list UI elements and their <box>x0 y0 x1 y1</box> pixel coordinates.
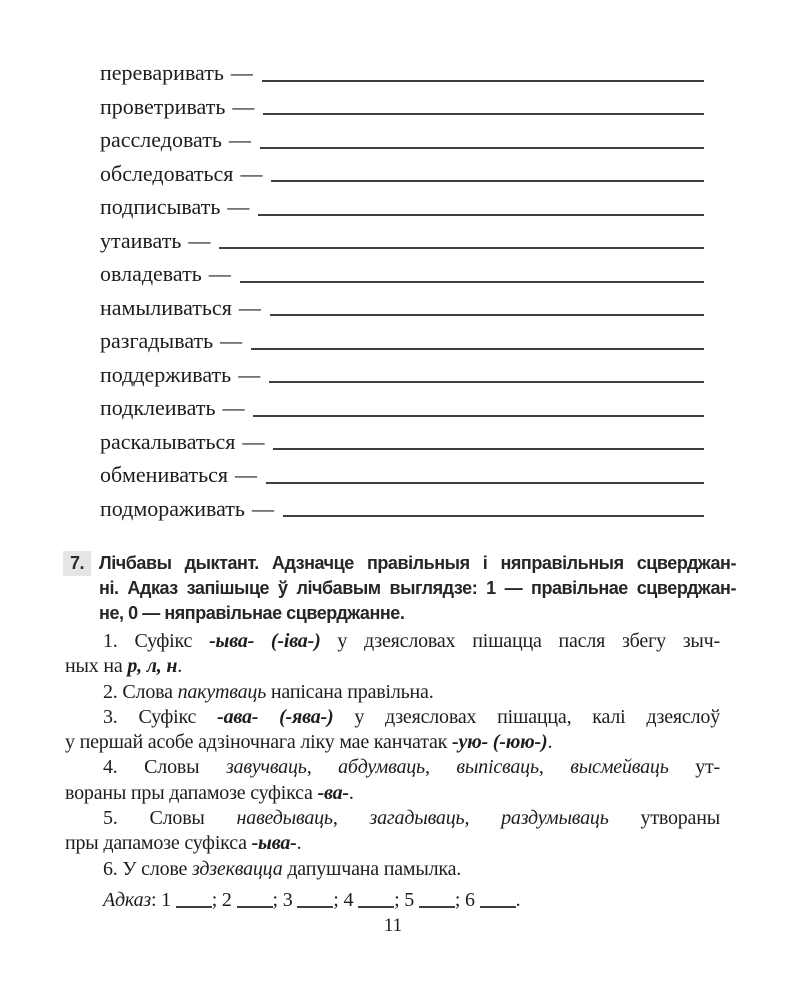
text-run: , <box>464 807 502 830</box>
dash-separator: — <box>188 227 211 253</box>
verb-row <box>100 51 704 85</box>
text-run: , <box>306 756 339 779</box>
text-run: утвораны <box>608 807 720 830</box>
text-run: высмейваць <box>570 756 669 779</box>
verb-row <box>100 286 704 320</box>
statement-line <box>65 755 720 780</box>
statement-line <box>65 806 720 831</box>
text-run: -ва- <box>317 781 349 804</box>
verb-label: овладевать <box>100 261 202 287</box>
verb-row <box>100 420 704 454</box>
text-run: 4. Словы <box>103 756 226 779</box>
text-run: -ыва- (-іва-) <box>209 630 321 652</box>
statements-block <box>65 629 720 913</box>
verb-row <box>100 487 704 521</box>
text-run: пры дапамозе суфікса <box>65 832 252 855</box>
statement <box>65 806 720 857</box>
text-run: . <box>547 731 553 754</box>
text-run: ; 6 <box>454 888 480 911</box>
verb-label: подписывать <box>100 194 221 220</box>
text-run: здзеквацца <box>192 857 283 880</box>
verb-row <box>100 386 704 420</box>
verb-translation-list <box>100 51 704 520</box>
statement-line <box>65 831 720 856</box>
verb-label: обследоваться <box>100 160 234 186</box>
answer-blank <box>237 895 273 908</box>
statement-line <box>65 629 720 654</box>
text-run: ных на <box>65 655 128 678</box>
statement <box>65 680 720 705</box>
text-run: загадываць <box>369 807 465 830</box>
dash-separator: — <box>228 127 251 153</box>
answer-blank-line <box>253 415 704 417</box>
answer-blank-line <box>258 214 704 216</box>
answer-blank <box>419 895 455 908</box>
answer-blank-line <box>240 281 704 283</box>
verb-label: проветривать <box>100 93 226 119</box>
answer-blank-line <box>270 314 704 316</box>
verb-label: расследовать <box>100 127 222 153</box>
statement-line <box>65 654 720 679</box>
text-run: -ую- (-юю-) <box>452 731 548 754</box>
answer-blank-line <box>273 448 704 450</box>
text-run: р, л, н <box>127 655 178 678</box>
dash-separator: — <box>235 462 258 488</box>
verb-label: переваривать <box>100 60 224 86</box>
verb-label: поддерживать <box>100 361 232 387</box>
text-run: наведываць <box>236 807 333 830</box>
text-run: 5. Словы <box>103 807 237 830</box>
text-run: вораны пры дапамозе суфікса <box>65 781 318 804</box>
answer-blank <box>358 895 394 908</box>
text-run: у першай асобе адзіночнага ліку мае канчатак <box>65 731 452 754</box>
text-run: -ыва- <box>251 832 297 855</box>
text-run: Адказ <box>103 888 151 911</box>
text-run: . <box>348 781 354 804</box>
verb-row <box>100 219 704 253</box>
text-run: 1. Суфікс <box>103 630 210 652</box>
text-run: пакутваць <box>177 680 267 703</box>
exercise-number-badge: 7. <box>63 551 91 576</box>
dash-separator: — <box>238 294 261 320</box>
text-run: , <box>424 756 457 779</box>
text-run: ; 2 <box>211 888 237 911</box>
text-run: дапушчана памылка. <box>282 857 462 880</box>
dash-separator: — <box>242 428 265 454</box>
dash-separator: — <box>227 194 250 220</box>
text-run: 3. Суфікс <box>103 705 218 728</box>
text-run: абдумваць <box>338 756 425 779</box>
answer-blank-line <box>262 80 704 82</box>
answer-blank-line <box>269 381 704 383</box>
exercise-instruction <box>99 551 736 626</box>
answer-blank-line <box>263 113 704 115</box>
text-run: , <box>332 807 370 830</box>
text-run: завучваць <box>225 756 307 779</box>
statement-line <box>65 680 720 705</box>
dash-separator: — <box>240 160 263 186</box>
verb-row <box>100 85 704 119</box>
answer-blank <box>480 895 516 908</box>
text-run: . <box>177 655 183 678</box>
verb-row <box>100 453 704 487</box>
answer-blank-line <box>219 247 704 249</box>
text-run: 6. У слове <box>103 857 193 880</box>
verb-label: подмораживать <box>100 495 245 521</box>
text-run: . <box>296 832 302 855</box>
answer-blank-line <box>251 348 704 350</box>
verb-label: обмениваться <box>100 462 229 488</box>
verb-row <box>100 319 704 353</box>
answer-blank-line <box>271 180 704 182</box>
statement-line <box>65 705 720 730</box>
answer-blank-line <box>260 147 704 149</box>
page-number: 11 <box>383 915 403 936</box>
dash-separator: — <box>208 261 231 287</box>
dash-separator: — <box>220 328 243 354</box>
text-run: , <box>538 756 571 779</box>
instruction-line: Лічбавы дыктант. Адзначце правільныя і няправільныя сцверджан- <box>99 553 736 573</box>
text-run: напісана правільна. <box>266 680 434 703</box>
answer-blank <box>297 895 333 908</box>
text-run: : 1 <box>151 888 176 911</box>
verb-label: утаивать <box>100 227 182 253</box>
answer-line <box>65 888 720 913</box>
verb-row <box>100 252 704 286</box>
verb-label: подклеивать <box>100 395 216 421</box>
statement <box>65 705 720 756</box>
dash-separator: — <box>230 60 253 86</box>
text-run: 2. Слова <box>103 680 178 703</box>
dash-separator: — <box>238 361 261 387</box>
text-run: раздумываць <box>501 807 609 830</box>
instruction-line: не, 0 — няправільнае сцверджанне. <box>99 603 405 623</box>
instruction-line: ні. Адказ запішыце ў лічбавым выглядзе: 1 — правільнае сцверджан- <box>99 578 736 598</box>
text-run: -ава- (-ява-) <box>217 705 334 728</box>
exercise-7-header <box>63 551 736 626</box>
verb-row <box>100 152 704 186</box>
verb-row <box>100 353 704 387</box>
dash-separator: — <box>222 395 245 421</box>
text-run: . <box>515 888 521 911</box>
statement-line <box>65 857 720 882</box>
verb-row <box>100 118 704 152</box>
text-run: ; 5 <box>394 888 419 911</box>
statement <box>65 755 720 806</box>
dash-separator: — <box>232 93 255 119</box>
text-run: у дзеясловах пішацца, калі дзеяслоў <box>333 705 720 728</box>
answer-blank-line <box>266 482 704 484</box>
statement <box>65 629 720 680</box>
text-run: у дзеясловах пішацца пасля збегу зыч- <box>320 630 720 652</box>
statement-list <box>65 629 720 882</box>
verb-label: намыливаться <box>100 294 232 320</box>
verb-row <box>100 185 704 219</box>
verb-label: разгадывать <box>100 328 214 354</box>
dash-separator: — <box>251 495 274 521</box>
text-run: ; 4 <box>333 888 359 911</box>
text-run: выпісваць <box>456 756 539 779</box>
answer-blank <box>176 895 212 908</box>
text-run: ут- <box>668 756 721 779</box>
answer-blank-line <box>283 515 704 517</box>
verb-label: раскалываться <box>100 428 236 454</box>
statement-line <box>65 730 720 755</box>
statement-line <box>65 781 720 806</box>
text-run: ; 3 <box>272 888 298 911</box>
statement <box>65 857 720 882</box>
